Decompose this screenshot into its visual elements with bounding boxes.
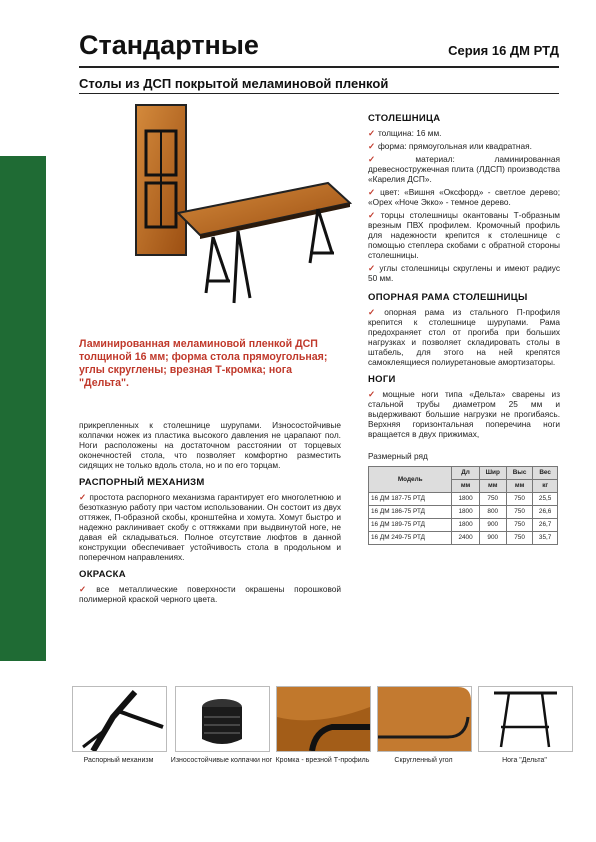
check-icon: ✓ (368, 128, 375, 138)
tabletop-item: ✓ углы столешницы скруглены и имеют радиус 50 мм. (368, 263, 560, 283)
size-table-caption: Размерный ряд (368, 451, 428, 461)
check-icon: ✓ (368, 263, 377, 273)
check-icon: ✓ (368, 141, 375, 151)
size-table (368, 466, 558, 545)
rounded-corner-image (378, 687, 471, 751)
title-divider (79, 66, 559, 68)
table-row: 16 ДМ 186-75 РТД 1800 800 750 26,6 (369, 506, 558, 519)
paint-heading: ОКРАСКА (79, 569, 126, 580)
legs-heading: НОГИ (368, 374, 396, 385)
check-icon: ✓ (368, 154, 413, 164)
page-title: Стандартные (79, 30, 259, 60)
delta-leg-image (479, 687, 572, 751)
thumb-leg (478, 686, 573, 752)
intro-paragraph: прикрепленных к столешнице шурупами. Износостойчивые колпачки ножек из пластика высокого давления не царапают пол. Ноги расположены на достаточном расстоянии от торцевых оконечностей стола, что позволяет комфортно разместить сидящих не только вдоль стола, но и по его торцам. (79, 420, 341, 470)
col-header-length: Дл (452, 467, 479, 480)
col-header-width: Шир (479, 467, 506, 480)
unit-cell: мм (479, 480, 506, 493)
check-icon: ✓ (368, 389, 380, 399)
table-row: 16 ДМ 187-75 РТД 1800 750 750 25,5 (369, 493, 558, 506)
tabletop-item: ✓ торцы столешницы окантованы Т-образным врезным ПВХ профилем. Кромочный профиль для надежности крепится к столешнице с помощью степлера скобами с обратной стороны столешницы. (368, 210, 561, 260)
col-header-weight: Вес (533, 467, 558, 480)
frame-heading: ОПОРНАЯ РАМА СТОЛЕШНИЦЫ (368, 292, 528, 303)
unit-cell: мм (452, 480, 479, 493)
caption-corner: Скругленный угол (394, 757, 453, 764)
caption-edge: Кромка - врезной Т-профиль (275, 757, 370, 764)
check-icon: ✓ (368, 210, 378, 220)
tabletop-heading: СТОЛЕШНИЦА (368, 113, 441, 124)
thumb-mechanism (72, 686, 167, 752)
thumb-edge (276, 686, 371, 752)
subtitle-divider (79, 93, 559, 94)
tabletop-item: ✓ толщина: 16 мм. (368, 128, 442, 138)
tabletop-item: ✓ форма: прямоугольная или квадратная. (368, 141, 532, 151)
check-icon: ✓ (79, 584, 94, 594)
table-product-image (118, 103, 354, 313)
table-row: 16 ДМ 249-75 РТД 2400 900 750 35,7 (369, 532, 558, 545)
check-icon: ✓ (368, 307, 382, 317)
mechanism-paragraph (79, 492, 341, 562)
legs-paragraph: ✓ мощные ноги типа «Дельта» сварены из стальной трубы диаметром 25 мм и выдерживают большие нагрузки не прогибаясь. Верхняя горизонтальная поперечина ноги вращается в двух прижимах, (368, 389, 561, 439)
thumb-caps (175, 686, 270, 752)
series-label: Серия 16 ДМ РТД (448, 43, 559, 58)
green-side-bar (0, 156, 46, 661)
unit-cell: мм (506, 480, 532, 493)
col-header-model: Модель (369, 467, 452, 493)
thumb-corner (377, 686, 472, 752)
caption-mechanism: Распорный механизм (83, 757, 154, 764)
check-icon: ✓ (368, 187, 378, 197)
tabletop-item: ✓ материал: ламинированная древесностружечная плита (ЛДСП) производства «Карелия ДСП». (368, 154, 561, 184)
leg-cap-image (176, 687, 269, 751)
paint-paragraph (79, 584, 341, 604)
mechanism-text: простота распорного механизма гарантирует его многолетнюю и безотказную работу при частом использовании. Он состоит из двух оттяжек, П-образной скобы, кронштейна и хомута. Хомут быстро и надежно раклинивает скобу с оттяжками при выдвинутой ноге, не давая ей складываться. Полное отсутствие люфтов в данной конструкции обеспечивает устойчивость стола в продольном и поперечном направлениях. (79, 492, 342, 562)
caption-caps: Износостойчивые колпачки ног (170, 757, 273, 764)
paint-text: все металлические поверхности окрашены порошковой полимерной краской черного цвета. (79, 584, 342, 604)
caption-leg: Нога "Дельта" (502, 757, 547, 764)
right-column (368, 114, 560, 545)
unit-cell: кг (533, 480, 558, 493)
frame-paragraph: ✓ опорная рама из стального П-профиля крепится к столешнице шурупами. Рама предохраняет стол от прогиба при больших нагрузках и позволяет складировать столы в штабель, для этого на ней крепятся самоклеящиеся полиуретановые амортизаторы. (368, 307, 561, 367)
col-header-height: Выс (506, 467, 532, 480)
highlight-text: Ламинированная меламиновой пленкой ДСП толщиной 16 мм; форма стола прямоугольная; углы скруглены; врезная Т-кромка; нога "Дельта". (79, 338, 328, 389)
table-header-row (369, 467, 558, 480)
page-subtitle: Столы из ДСП покрытой меламиновой пленкой (79, 76, 389, 91)
mechanism-heading: РАСПОРНЫЙ МЕХАНИЗМ (79, 477, 205, 488)
left-column (79, 420, 341, 607)
table-row: 16 ДМ 189-75 РТД 1800 900 750 26,7 (369, 519, 558, 532)
t-edge-image (277, 687, 370, 751)
mechanism-image (73, 687, 166, 751)
check-icon: ✓ (79, 492, 87, 502)
tabletop-item: ✓ цвет: «Вишня «Оксфорд» - светлое дерево; «Орех «Ноче Экко» - темное дерево. (368, 187, 561, 207)
